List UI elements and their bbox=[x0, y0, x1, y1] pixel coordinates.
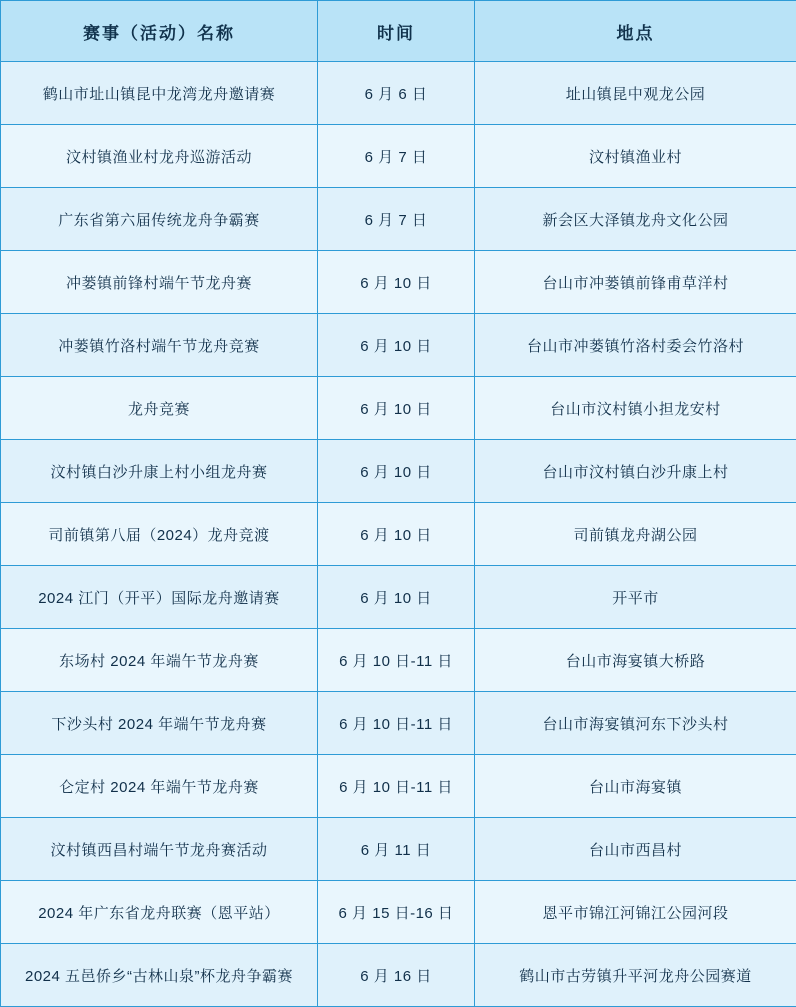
cell-event-name: 汶村镇白沙升康上村小组龙舟赛 bbox=[1, 440, 318, 503]
cell-location: 台山市西昌村 bbox=[475, 818, 796, 881]
cell-time: 6 月 10 日 bbox=[318, 566, 475, 629]
table-row bbox=[1, 440, 796, 503]
cell-time: 6 月 10 日-11 日 bbox=[318, 755, 475, 818]
cell-event-name: 2024 年广东省龙舟联赛（恩平站） bbox=[1, 881, 318, 944]
cell-time: 6 月 10 日 bbox=[318, 314, 475, 377]
cell-event-name: 东场村 2024 年端午节龙舟赛 bbox=[1, 629, 318, 692]
cell-location: 司前镇龙舟湖公园 bbox=[475, 503, 796, 566]
table-row bbox=[1, 251, 796, 314]
cell-location: 新会区大泽镇龙舟文化公园 bbox=[475, 188, 796, 251]
cell-location: 台山市海宴镇 bbox=[475, 755, 796, 818]
cell-time: 6 月 15 日-16 日 bbox=[318, 881, 475, 944]
table-header bbox=[1, 1, 796, 62]
table-row bbox=[1, 125, 796, 188]
cell-event-name: 冲蒌镇前锋村端午节龙舟赛 bbox=[1, 251, 318, 314]
column-header-location: 地点 bbox=[475, 1, 796, 62]
table-row bbox=[1, 377, 796, 440]
table-row bbox=[1, 62, 796, 125]
cell-event-name: 龙舟竞赛 bbox=[1, 377, 318, 440]
cell-time: 6 月 16 日 bbox=[318, 944, 475, 1007]
cell-location: 台山市汶村镇小担龙安村 bbox=[475, 377, 796, 440]
table-row bbox=[1, 629, 796, 692]
table-row bbox=[1, 314, 796, 377]
cell-location: 恩平市锦江河锦江公园河段 bbox=[475, 881, 796, 944]
table-row bbox=[1, 188, 796, 251]
cell-time: 6 月 10 日 bbox=[318, 251, 475, 314]
cell-location: 台山市汶村镇白沙升康上村 bbox=[475, 440, 796, 503]
cell-time: 6 月 10 日-11 日 bbox=[318, 629, 475, 692]
cell-location: 鹤山市古劳镇升平河龙舟公园赛道 bbox=[475, 944, 796, 1007]
cell-event-name: 冲蒌镇竹洛村端午节龙舟竞赛 bbox=[1, 314, 318, 377]
table-row bbox=[1, 944, 796, 1007]
cell-location: 台山市海宴镇大桥路 bbox=[475, 629, 796, 692]
cell-time: 6 月 11 日 bbox=[318, 818, 475, 881]
cell-event-name: 广东省第六届传统龙舟争霸赛 bbox=[1, 188, 318, 251]
cell-time: 6 月 10 日 bbox=[318, 503, 475, 566]
cell-time: 6 月 6 日 bbox=[318, 62, 475, 125]
table-header-row bbox=[1, 1, 796, 62]
cell-time: 6 月 10 日 bbox=[318, 440, 475, 503]
table-row bbox=[1, 503, 796, 566]
cell-event-name: 鹤山市址山镇昆中龙湾龙舟邀请赛 bbox=[1, 62, 318, 125]
cell-time: 6 月 10 日-11 日 bbox=[318, 692, 475, 755]
cell-location: 开平市 bbox=[475, 566, 796, 629]
cell-time: 6 月 7 日 bbox=[318, 188, 475, 251]
cell-event-name: 2024 五邑侨乡“古林山泉”杯龙舟争霸赛 bbox=[1, 944, 318, 1007]
cell-time: 6 月 7 日 bbox=[318, 125, 475, 188]
table-row bbox=[1, 566, 796, 629]
cell-time: 6 月 10 日 bbox=[318, 377, 475, 440]
table-row bbox=[1, 818, 796, 881]
cell-location: 台山市冲蒌镇竹洛村委会竹洛村 bbox=[475, 314, 796, 377]
table-row bbox=[1, 755, 796, 818]
column-header-event-name: 赛事（活动）名称 bbox=[1, 1, 318, 62]
table-body bbox=[1, 62, 796, 1007]
column-header-time: 时间 bbox=[318, 1, 475, 62]
cell-event-name: 汶村镇渔业村龙舟巡游活动 bbox=[1, 125, 318, 188]
cell-event-name: 司前镇第八届（2024）龙舟竞渡 bbox=[1, 503, 318, 566]
cell-event-name: 2024 江门（开平）国际龙舟邀请赛 bbox=[1, 566, 318, 629]
cell-location: 址山镇昆中观龙公园 bbox=[475, 62, 796, 125]
cell-event-name: 汶村镇西昌村端午节龙舟赛活动 bbox=[1, 818, 318, 881]
cell-event-name: 仑定村 2024 年端午节龙舟赛 bbox=[1, 755, 318, 818]
cell-location: 汶村镇渔业村 bbox=[475, 125, 796, 188]
cell-location: 台山市冲蒌镇前锋甫草洋村 bbox=[475, 251, 796, 314]
table-row bbox=[1, 692, 796, 755]
cell-event-name: 下沙头村 2024 年端午节龙舟赛 bbox=[1, 692, 318, 755]
cell-location: 台山市海宴镇河东下沙头村 bbox=[475, 692, 796, 755]
table-row bbox=[1, 881, 796, 944]
